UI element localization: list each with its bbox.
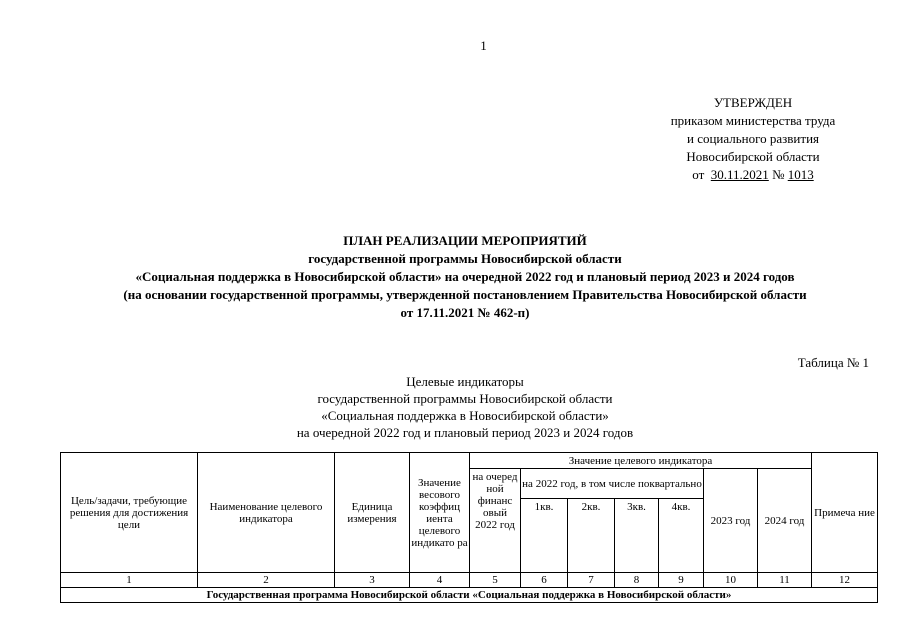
page-number: 1 (480, 38, 487, 53)
approval-title: УТВЕРЖДЕН (713, 95, 793, 110)
title-line: «Социальная поддержка в Новосибирской области» на очередной 2022 год и плановый период 2023 и 2024 годов (135, 269, 795, 284)
approval-date: 30.11.2021 (710, 167, 769, 182)
column-number: 5 (470, 573, 521, 588)
column-number: 9 (659, 573, 704, 588)
header-indicator: Наименование целевого индикатора (198, 453, 335, 573)
column-number: 11 (758, 573, 812, 588)
column-number: 1 (61, 573, 198, 588)
column-number-row (61, 573, 878, 588)
table-caption (160, 373, 770, 441)
header-q2: 2кв. (568, 499, 615, 573)
approval-date-prefix: от (692, 167, 705, 182)
column-number: 6 (521, 573, 568, 588)
header-unit: Единица измерения (335, 453, 410, 573)
approval-line: приказом министерства труда (670, 113, 836, 128)
indicators-table (60, 452, 878, 603)
column-number: 7 (568, 573, 615, 588)
table-number: Таблица № 1 (797, 355, 869, 370)
approval-date-line (600, 166, 905, 184)
header-note: Примеча ние (812, 453, 878, 573)
caption-line: Целевые индикаторы (406, 374, 524, 389)
document-title (40, 232, 890, 322)
title-line: (на основании государственной программы, утвержденной постановлением Правительства Новосибирской области (123, 287, 807, 302)
header-2024: 2024 год (758, 469, 812, 573)
approval-line: Новосибирской области (686, 149, 820, 164)
header-q3: 3кв. (615, 499, 659, 573)
approval-number-sign: № (772, 167, 785, 182)
header-2023: 2023 год (704, 469, 758, 573)
header-2022-group: на 2022 год, в том числе поквартально (521, 469, 704, 499)
title-line: государственной программы Новосибирской области (308, 251, 622, 266)
column-number: 8 (615, 573, 659, 588)
header-value-group: Значение целевого индикатора (470, 453, 812, 469)
header-weight: Значение весового коэффиц иента целевого индикато ра (410, 453, 470, 573)
approval-number: 1013 (787, 167, 814, 182)
column-number: 10 (704, 573, 758, 588)
header-q4: 4кв. (659, 499, 704, 573)
title-line: ПЛАН РЕАЛИЗАЦИИ МЕРОПРИЯТИЙ (343, 233, 587, 248)
column-number: 2 (198, 573, 335, 588)
caption-line: государственной программы Новосибирской области (317, 391, 613, 406)
column-number: 3 (335, 573, 410, 588)
approval-line: и социального развития (686, 131, 820, 146)
caption-line: «Социальная поддержка в Новосибирской области» (321, 408, 609, 423)
approval-stamp (600, 94, 905, 184)
header-goal: Цель/задачи, требующие решения для достижения цели (61, 453, 198, 573)
header-next-year: на очеред ной финанс овый 2022 год (470, 469, 521, 573)
program-row: Государственная программа Новосибирской области «Социальная поддержка в Новосибирской области» (61, 588, 878, 603)
header-q1: 1кв. (521, 499, 568, 573)
column-number: 12 (812, 573, 878, 588)
caption-line: на очередной 2022 год и плановый период 2023 и 2024 годов (296, 425, 634, 440)
title-line: от 17.11.2021 № 462-п) (400, 305, 530, 320)
column-number: 4 (410, 573, 470, 588)
